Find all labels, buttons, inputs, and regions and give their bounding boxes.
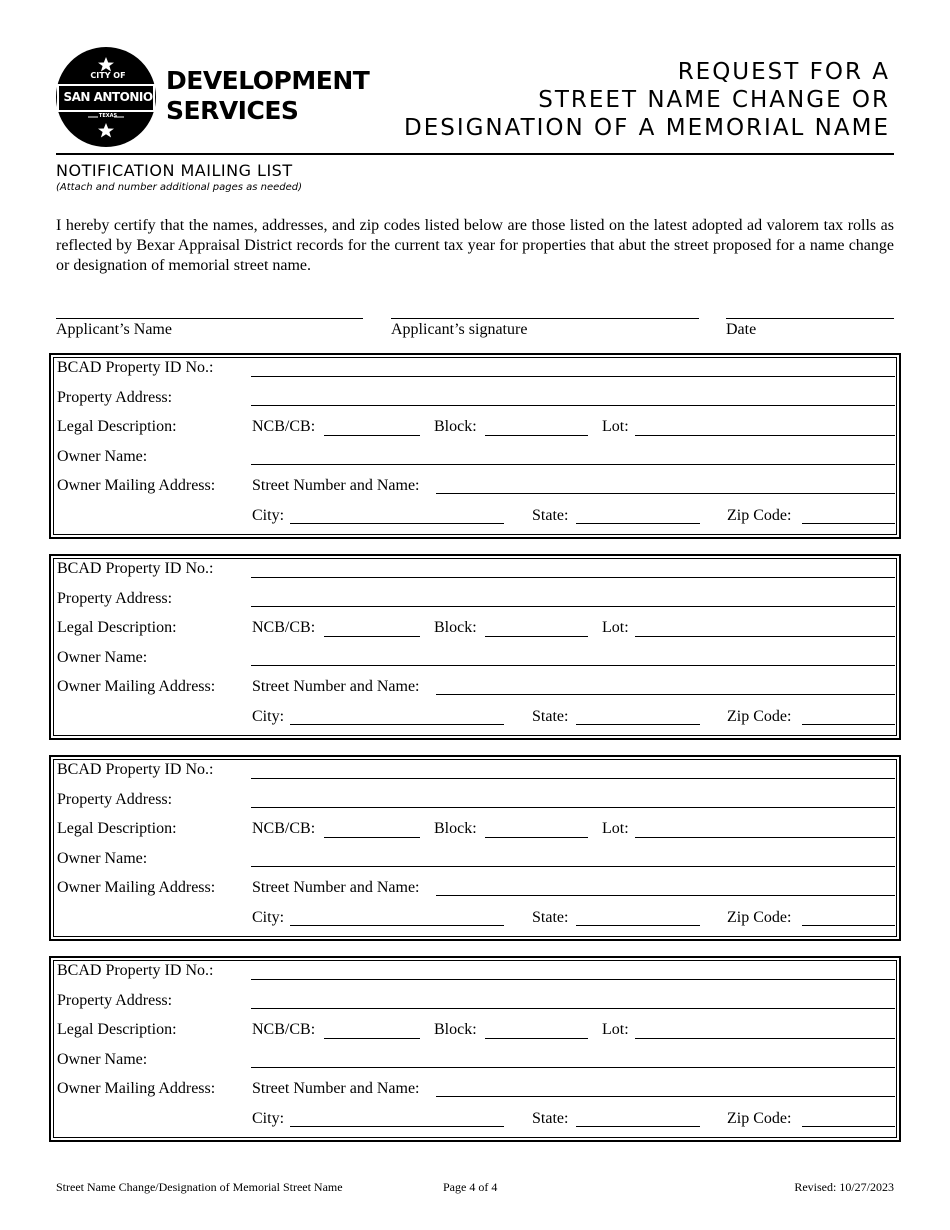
owner-name-line[interactable] bbox=[251, 1067, 895, 1068]
zip-label: Zip Code: bbox=[727, 909, 792, 926]
form-title-line1: REQUEST FOR A bbox=[677, 59, 890, 85]
street-line[interactable] bbox=[436, 1096, 895, 1097]
city-label: City: bbox=[252, 708, 285, 725]
owner-mailing-label: Owner Mailing Address: bbox=[57, 1080, 216, 1097]
property-address-label: Property Address: bbox=[57, 590, 173, 607]
property-address-label: Property Address: bbox=[57, 389, 173, 406]
form-title-line2: STREET NAME CHANGE OR bbox=[538, 87, 890, 113]
property-box bbox=[49, 554, 901, 740]
street-line[interactable] bbox=[436, 694, 895, 695]
applicant-name-label: Applicant’s Name bbox=[56, 321, 172, 338]
property-box bbox=[49, 956, 901, 1142]
state-label: State: bbox=[532, 708, 569, 725]
zip-line[interactable] bbox=[802, 925, 895, 926]
section-note: (Attach and number additional pages as needed) bbox=[56, 182, 303, 193]
city-line[interactable] bbox=[290, 724, 504, 725]
property-box bbox=[49, 755, 901, 941]
bcad-line[interactable] bbox=[251, 376, 895, 377]
ncb-label: NCB/CB: bbox=[252, 820, 316, 837]
date-line[interactable] bbox=[726, 318, 894, 319]
section-heading: NOTIFICATION MAILING LIST bbox=[56, 161, 293, 180]
city-line[interactable] bbox=[290, 1126, 504, 1127]
lot-label: Lot: bbox=[602, 820, 629, 837]
state-line[interactable] bbox=[576, 1126, 700, 1127]
applicant-signature-line[interactable] bbox=[391, 318, 699, 319]
footer-form-name: Street Name Change/Designation of Memorial Street Name bbox=[56, 1180, 343, 1194]
lot-line[interactable] bbox=[635, 837, 895, 838]
block-label: Block: bbox=[434, 619, 477, 636]
property-address-line[interactable] bbox=[251, 405, 895, 406]
owner-mailing-label: Owner Mailing Address: bbox=[57, 879, 216, 896]
logo-dept-line1: DEVELOPMENT bbox=[166, 66, 370, 95]
block-line[interactable] bbox=[485, 636, 588, 637]
certification-text: I hereby certify that the names, addresses, and zip codes listed below are those listed on the latest adopted ad valorem tax rolls as reflected by Bexar Appraisal District records for the current tax year for properties that abut the street proposed for a name change or designation of memorial street name. bbox=[56, 217, 894, 274]
property-address-line[interactable] bbox=[251, 1008, 895, 1009]
block-label: Block: bbox=[434, 1021, 477, 1038]
owner-name-line[interactable] bbox=[251, 866, 895, 867]
block-line[interactable] bbox=[485, 1038, 588, 1039]
state-label: State: bbox=[532, 1110, 569, 1127]
footer-page-number: Page 4 of 4 bbox=[443, 1180, 498, 1194]
lot-label: Lot: bbox=[602, 619, 629, 636]
street-label: Street Number and Name: bbox=[252, 678, 420, 695]
ncb-line[interactable] bbox=[324, 1038, 420, 1039]
zip-line[interactable] bbox=[802, 724, 895, 725]
legal-description-label: Legal Description: bbox=[57, 1021, 177, 1038]
state-line[interactable] bbox=[576, 925, 700, 926]
zip-label: Zip Code: bbox=[727, 507, 792, 524]
city-line[interactable] bbox=[290, 523, 504, 524]
block-line[interactable] bbox=[485, 435, 588, 436]
legal-description-label: Legal Description: bbox=[57, 418, 177, 435]
legal-description-label: Legal Description: bbox=[57, 820, 177, 837]
ncb-label: NCB/CB: bbox=[252, 619, 316, 636]
date-label: Date bbox=[726, 321, 757, 338]
owner-mailing-label: Owner Mailing Address: bbox=[57, 477, 216, 494]
form-title-line3: DESIGNATION OF A MEMORIAL NAME bbox=[403, 115, 890, 141]
property-address-label: Property Address: bbox=[57, 992, 173, 1009]
ncb-label: NCB/CB: bbox=[252, 1021, 316, 1038]
bcad-label: BCAD Property ID No.: bbox=[57, 359, 214, 376]
street-line[interactable] bbox=[436, 493, 895, 494]
street-line[interactable] bbox=[436, 895, 895, 896]
lot-label: Lot: bbox=[602, 1021, 629, 1038]
property-address-label: Property Address: bbox=[57, 791, 173, 808]
city-label: City: bbox=[252, 909, 285, 926]
owner-name-line[interactable] bbox=[251, 665, 895, 666]
bcad-label: BCAD Property ID No.: bbox=[57, 761, 214, 778]
ncb-line[interactable] bbox=[324, 636, 420, 637]
city-line[interactable] bbox=[290, 925, 504, 926]
property-box bbox=[49, 353, 901, 539]
owner-name-label: Owner Name: bbox=[57, 649, 148, 666]
ncb-label: NCB/CB: bbox=[252, 418, 316, 435]
state-line[interactable] bbox=[576, 724, 700, 725]
logo-city-of: CITY OF bbox=[90, 71, 126, 80]
property-address-line[interactable] bbox=[251, 807, 895, 808]
ncb-line[interactable] bbox=[324, 837, 420, 838]
block-label: Block: bbox=[434, 418, 477, 435]
state-line[interactable] bbox=[576, 523, 700, 524]
footer-revised: Revised: 10/27/2023 bbox=[794, 1180, 894, 1194]
lot-line[interactable] bbox=[635, 636, 895, 637]
zip-line[interactable] bbox=[802, 1126, 895, 1127]
bcad-label: BCAD Property ID No.: bbox=[57, 560, 214, 577]
applicant-name-line[interactable] bbox=[56, 318, 363, 319]
state-label: State: bbox=[532, 507, 569, 524]
bcad-line[interactable] bbox=[251, 778, 895, 779]
street-label: Street Number and Name: bbox=[252, 1080, 420, 1097]
lot-line[interactable] bbox=[635, 435, 895, 436]
lot-label: Lot: bbox=[602, 418, 629, 435]
lot-line[interactable] bbox=[635, 1038, 895, 1039]
owner-name-line[interactable] bbox=[251, 464, 895, 465]
owner-name-label: Owner Name: bbox=[57, 448, 148, 465]
property-address-line[interactable] bbox=[251, 606, 895, 607]
state-label: State: bbox=[532, 909, 569, 926]
bcad-line[interactable] bbox=[251, 577, 895, 578]
applicant-signature-label: Applicant’s signature bbox=[391, 321, 528, 338]
owner-name-label: Owner Name: bbox=[57, 850, 148, 867]
bcad-line[interactable] bbox=[251, 979, 895, 980]
logo-city-name: SAN ANTONIO bbox=[63, 90, 153, 104]
owner-name-label: Owner Name: bbox=[57, 1051, 148, 1068]
logo-state: TEXAS bbox=[98, 113, 118, 119]
header-rule bbox=[56, 153, 894, 155]
block-line[interactable] bbox=[485, 837, 588, 838]
city-label: City: bbox=[252, 1110, 285, 1127]
logo bbox=[56, 47, 370, 151]
city-label: City: bbox=[252, 507, 285, 524]
zip-label: Zip Code: bbox=[727, 708, 792, 725]
street-label: Street Number and Name: bbox=[252, 477, 420, 494]
owner-mailing-label: Owner Mailing Address: bbox=[57, 678, 216, 695]
zip-label: Zip Code: bbox=[727, 1110, 792, 1127]
bcad-label: BCAD Property ID No.: bbox=[57, 962, 214, 979]
block-label: Block: bbox=[434, 820, 477, 837]
ncb-line[interactable] bbox=[324, 435, 420, 436]
zip-line[interactable] bbox=[802, 523, 895, 524]
street-label: Street Number and Name: bbox=[252, 879, 420, 896]
logo-dept-line2: SERVICES bbox=[166, 96, 299, 125]
legal-description-label: Legal Description: bbox=[57, 619, 177, 636]
